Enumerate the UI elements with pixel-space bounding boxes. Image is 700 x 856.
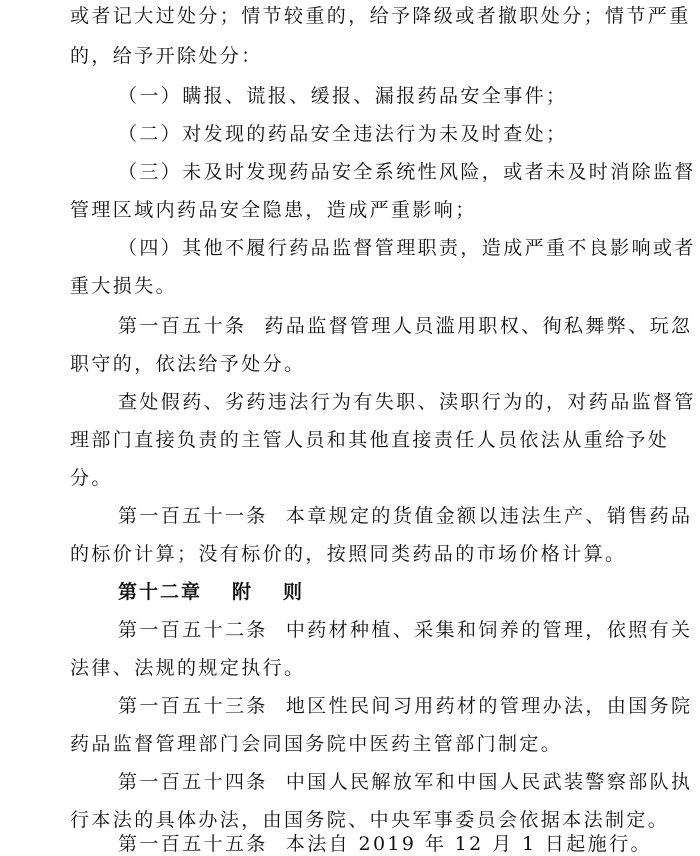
article-number: 第一百五十条 bbox=[118, 315, 247, 337]
article-text: 本法自 2019 年 12 月 1 日起施行。 bbox=[285, 833, 652, 855]
list-item: （二）对发现的药品安全违法行为未及时查处； bbox=[118, 123, 568, 145]
article-text: 本章规定的货值金额以违法生产、销售药品 bbox=[285, 505, 693, 527]
article-154 bbox=[118, 770, 700, 794]
article-155 bbox=[118, 832, 700, 856]
text-line: 职守的，依法给予处分。 bbox=[70, 353, 306, 375]
text-line: 的，给予开除处分： bbox=[70, 45, 263, 67]
chapter-title-part: 则 bbox=[283, 581, 305, 603]
article-text: 地区性民间习用药材的管理办法，由国务院 bbox=[285, 695, 693, 717]
text-line: 分。 bbox=[70, 467, 113, 489]
text-line: 或者记大过处分；情节较重的，给予降级或者撤职处分；情节严重 bbox=[70, 5, 691, 27]
article-text: 中国人民解放军和中国人民武装警察部队执 bbox=[285, 771, 693, 793]
article-text: 药品监督管理人员滥用职权、徇私舞弊、玩忽 bbox=[264, 315, 693, 337]
article-153 bbox=[118, 694, 700, 718]
article-151 bbox=[118, 504, 700, 528]
article-text: 中药材种植、采集和饲养的管理，依照有关 bbox=[285, 619, 693, 641]
text-line: 管理区域内药品安全隐患，造成严重影响； bbox=[70, 199, 477, 221]
list-item: （一）瞒报、谎报、缓报、漏报药品安全事件； bbox=[118, 85, 568, 107]
chapter-number: 第十二章 bbox=[118, 581, 203, 603]
article-number: 第一百五十四条 bbox=[118, 771, 268, 793]
text-line: 行本法的具体办法，由国务院、中央军事委员会依据本法制定。 bbox=[70, 809, 670, 831]
chapter-heading bbox=[118, 580, 700, 604]
article-number: 第一百五十一条 bbox=[118, 505, 268, 527]
text-line: 重大损失。 bbox=[70, 275, 178, 297]
list-item: （三）未及时发现药品安全系统性风险，或者未及时消除监督 bbox=[118, 161, 696, 183]
article-150 bbox=[118, 314, 700, 338]
text-line: 的标价计算；没有标价的，按照同类药品的市场价格计算。 bbox=[70, 543, 627, 565]
article-152 bbox=[118, 618, 700, 642]
text-line: 药品监督管理部门会同国务院中医药主管部门制定。 bbox=[70, 733, 563, 755]
text-line: 查处假药、劣药违法行为有失职、渎职行为的，对药品监督管 bbox=[118, 391, 696, 413]
text-line: 法律、法规的规定执行。 bbox=[70, 657, 306, 679]
text-line: 理部门直接负责的主管人员和其他直接责任人员依法从重给予处 bbox=[70, 429, 670, 451]
chapter-title-part: 附 bbox=[232, 581, 254, 603]
article-number: 第一百五十二条 bbox=[118, 619, 268, 641]
article-number: 第一百五十三条 bbox=[118, 695, 268, 717]
list-item: （四）其他不履行药品监督管理职责，造成严重不良影响或者 bbox=[118, 237, 696, 259]
article-number: 第一百五十五条 bbox=[118, 833, 268, 855]
